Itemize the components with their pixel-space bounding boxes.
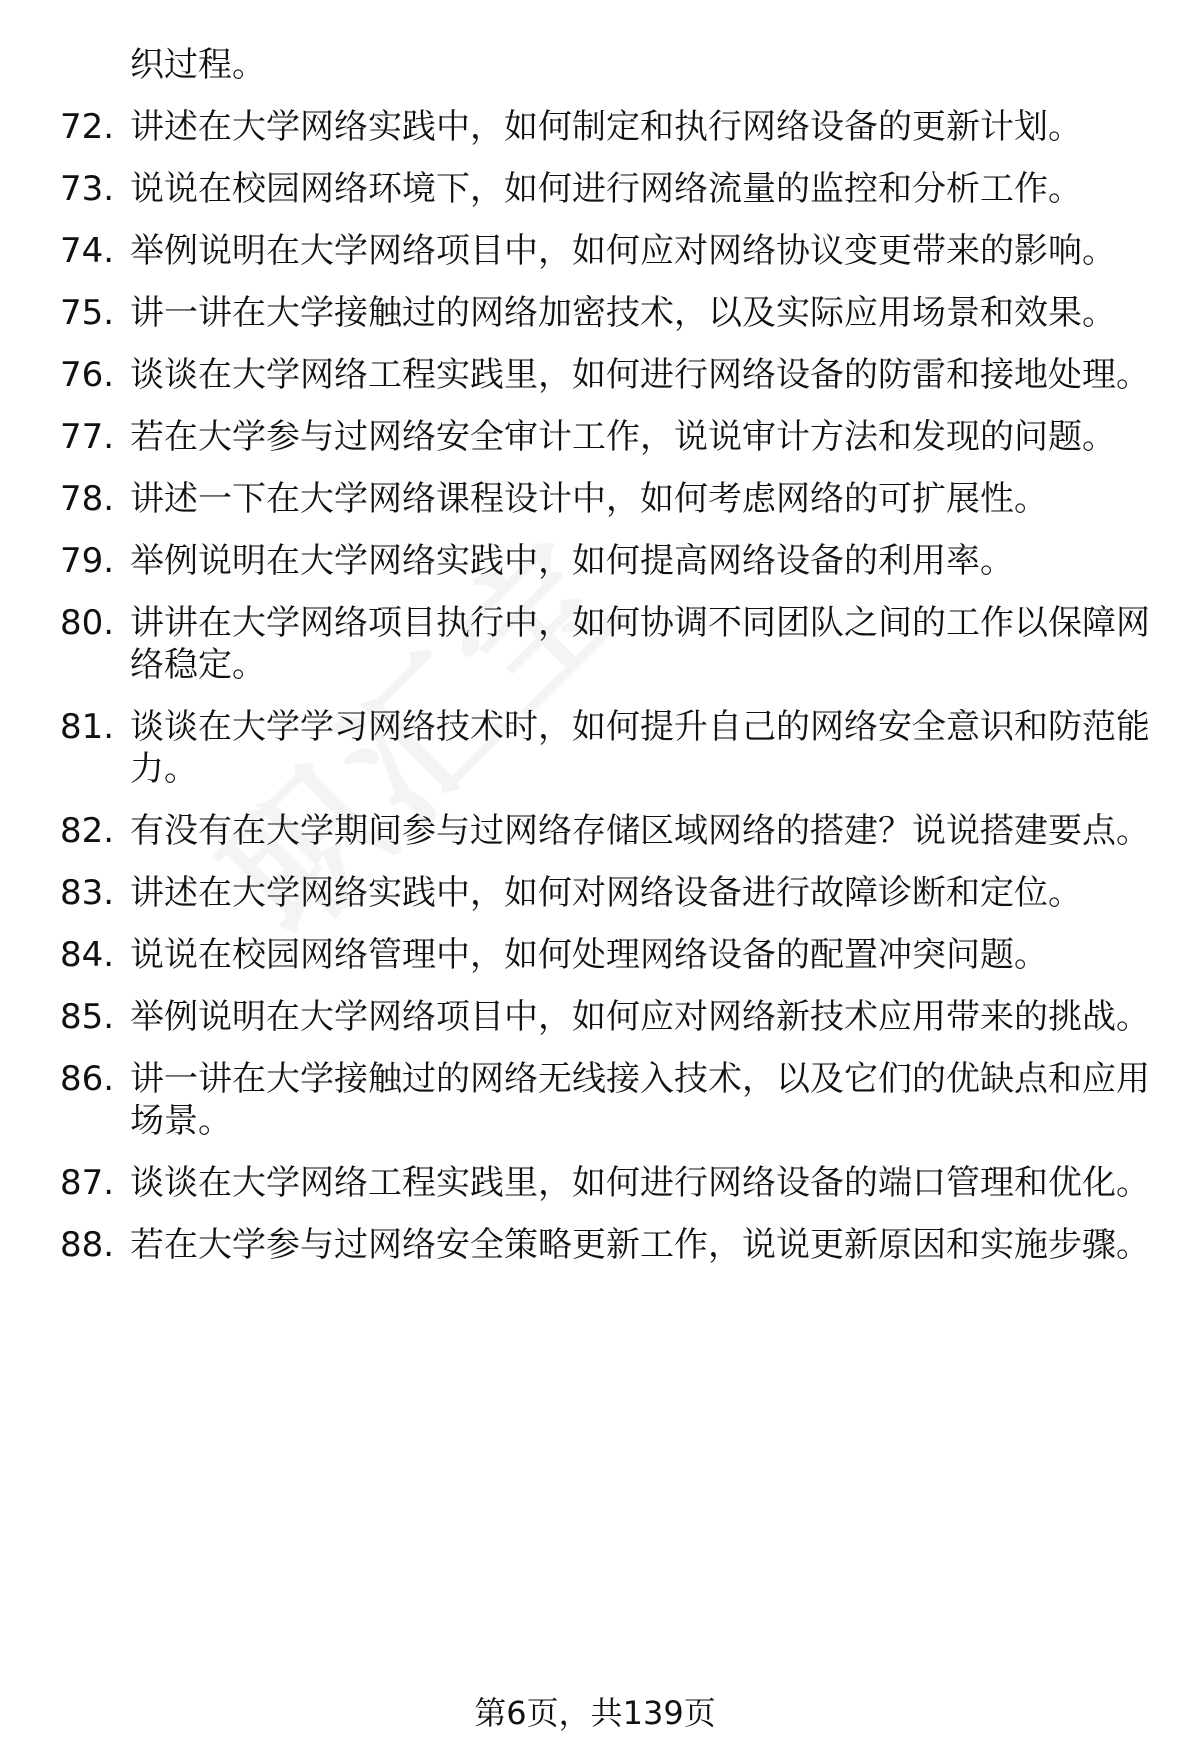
page-footer: 第6页，共139页 [474, 1694, 716, 1732]
question-item [60, 706, 1160, 790]
question-number: 75. [60, 293, 115, 333]
question-item [60, 872, 1160, 914]
question-item [60, 354, 1160, 396]
question-text: 讲述在大学网络实践中，如何对网络设备进行故障诊断和定位。 [130, 873, 1082, 913]
question-text: 举例说明在大学网络项目中，如何应对网络协议变更带来的影响。 [130, 231, 1116, 271]
question-text: 举例说明在大学网络项目中，如何应对网络新技术应用带来的挑战。 [130, 997, 1150, 1037]
question-text: 谈谈在大学网络工程实践里，如何进行网络设备的防雷和接地处理。 [130, 355, 1150, 395]
question-number: 86. [60, 1059, 115, 1099]
question-number: 88. [60, 1225, 115, 1265]
question-item [60, 996, 1160, 1038]
question-number: 74. [60, 231, 115, 271]
continuation-text: 织过程。 [130, 45, 266, 85]
question-number: 79. [60, 541, 115, 581]
question-item [60, 106, 1160, 148]
question-text: 若在大学参与过网络安全策略更新工作，说说更新原因和实施步骤。 [130, 1225, 1150, 1265]
question-text: 讲述在大学网络实践中，如何制定和执行网络设备的更新计划。 [130, 107, 1082, 147]
question-number: 78. [60, 479, 115, 519]
question-number: 84. [60, 935, 115, 975]
question-text: 说说在校园网络管理中，如何处理网络设备的配置冲突问题。 [130, 935, 1048, 975]
question-number: 72. [60, 107, 115, 147]
question-text: 讲一讲在大学接触过的网络无线接入技术，以及它们的优缺点和应用场景。 [130, 1059, 1150, 1141]
question-text: 若在大学参与过网络安全审计工作，说说审计方法和发现的问题。 [130, 417, 1116, 457]
question-item [60, 292, 1160, 334]
question-item [60, 602, 1160, 686]
question-item [60, 1224, 1160, 1266]
question-text: 讲一讲在大学接触过的网络加密技术，以及实际应用场景和效果。 [130, 293, 1116, 333]
question-number: 83. [60, 873, 115, 913]
question-item [60, 416, 1160, 458]
question-text: 有没有在大学期间参与过网络存储区域网络的搭建？说说搭建要点。 [130, 811, 1150, 851]
question-text: 谈谈在大学学习网络技术时，如何提升自己的网络安全意识和防范能力。 [130, 707, 1150, 789]
question-item [60, 934, 1160, 976]
question-number: 77. [60, 417, 115, 457]
question-text: 讲讲在大学网络项目执行中，如何协调不同团队之间的工作以保障网络稳定。 [130, 603, 1150, 685]
question-number: 81. [60, 707, 115, 747]
question-number: 87. [60, 1163, 115, 1203]
question-item [60, 810, 1160, 852]
question-text: 举例说明在大学网络实践中，如何提高网络设备的利用率。 [130, 541, 1014, 581]
question-item [60, 230, 1160, 272]
question-text: 讲述一下在大学网络课程设计中，如何考虑网络的可扩展性。 [130, 479, 1048, 519]
question-item [60, 1162, 1160, 1204]
question-list [60, 44, 1160, 1286]
question-number: 85. [60, 997, 115, 1037]
question-item [60, 478, 1160, 520]
question-item [60, 168, 1160, 210]
question-number: 73. [60, 169, 115, 209]
question-number: 80. [60, 603, 115, 643]
question-item [60, 1058, 1160, 1142]
question-number: 82. [60, 811, 115, 851]
question-item [60, 540, 1160, 582]
question-text: 说说在校园网络环境下，如何进行网络流量的监控和分析工作。 [130, 169, 1082, 209]
question-number: 76. [60, 355, 115, 395]
question-text: 谈谈在大学网络工程实践里，如何进行网络设备的端口管理和优化。 [130, 1163, 1150, 1203]
